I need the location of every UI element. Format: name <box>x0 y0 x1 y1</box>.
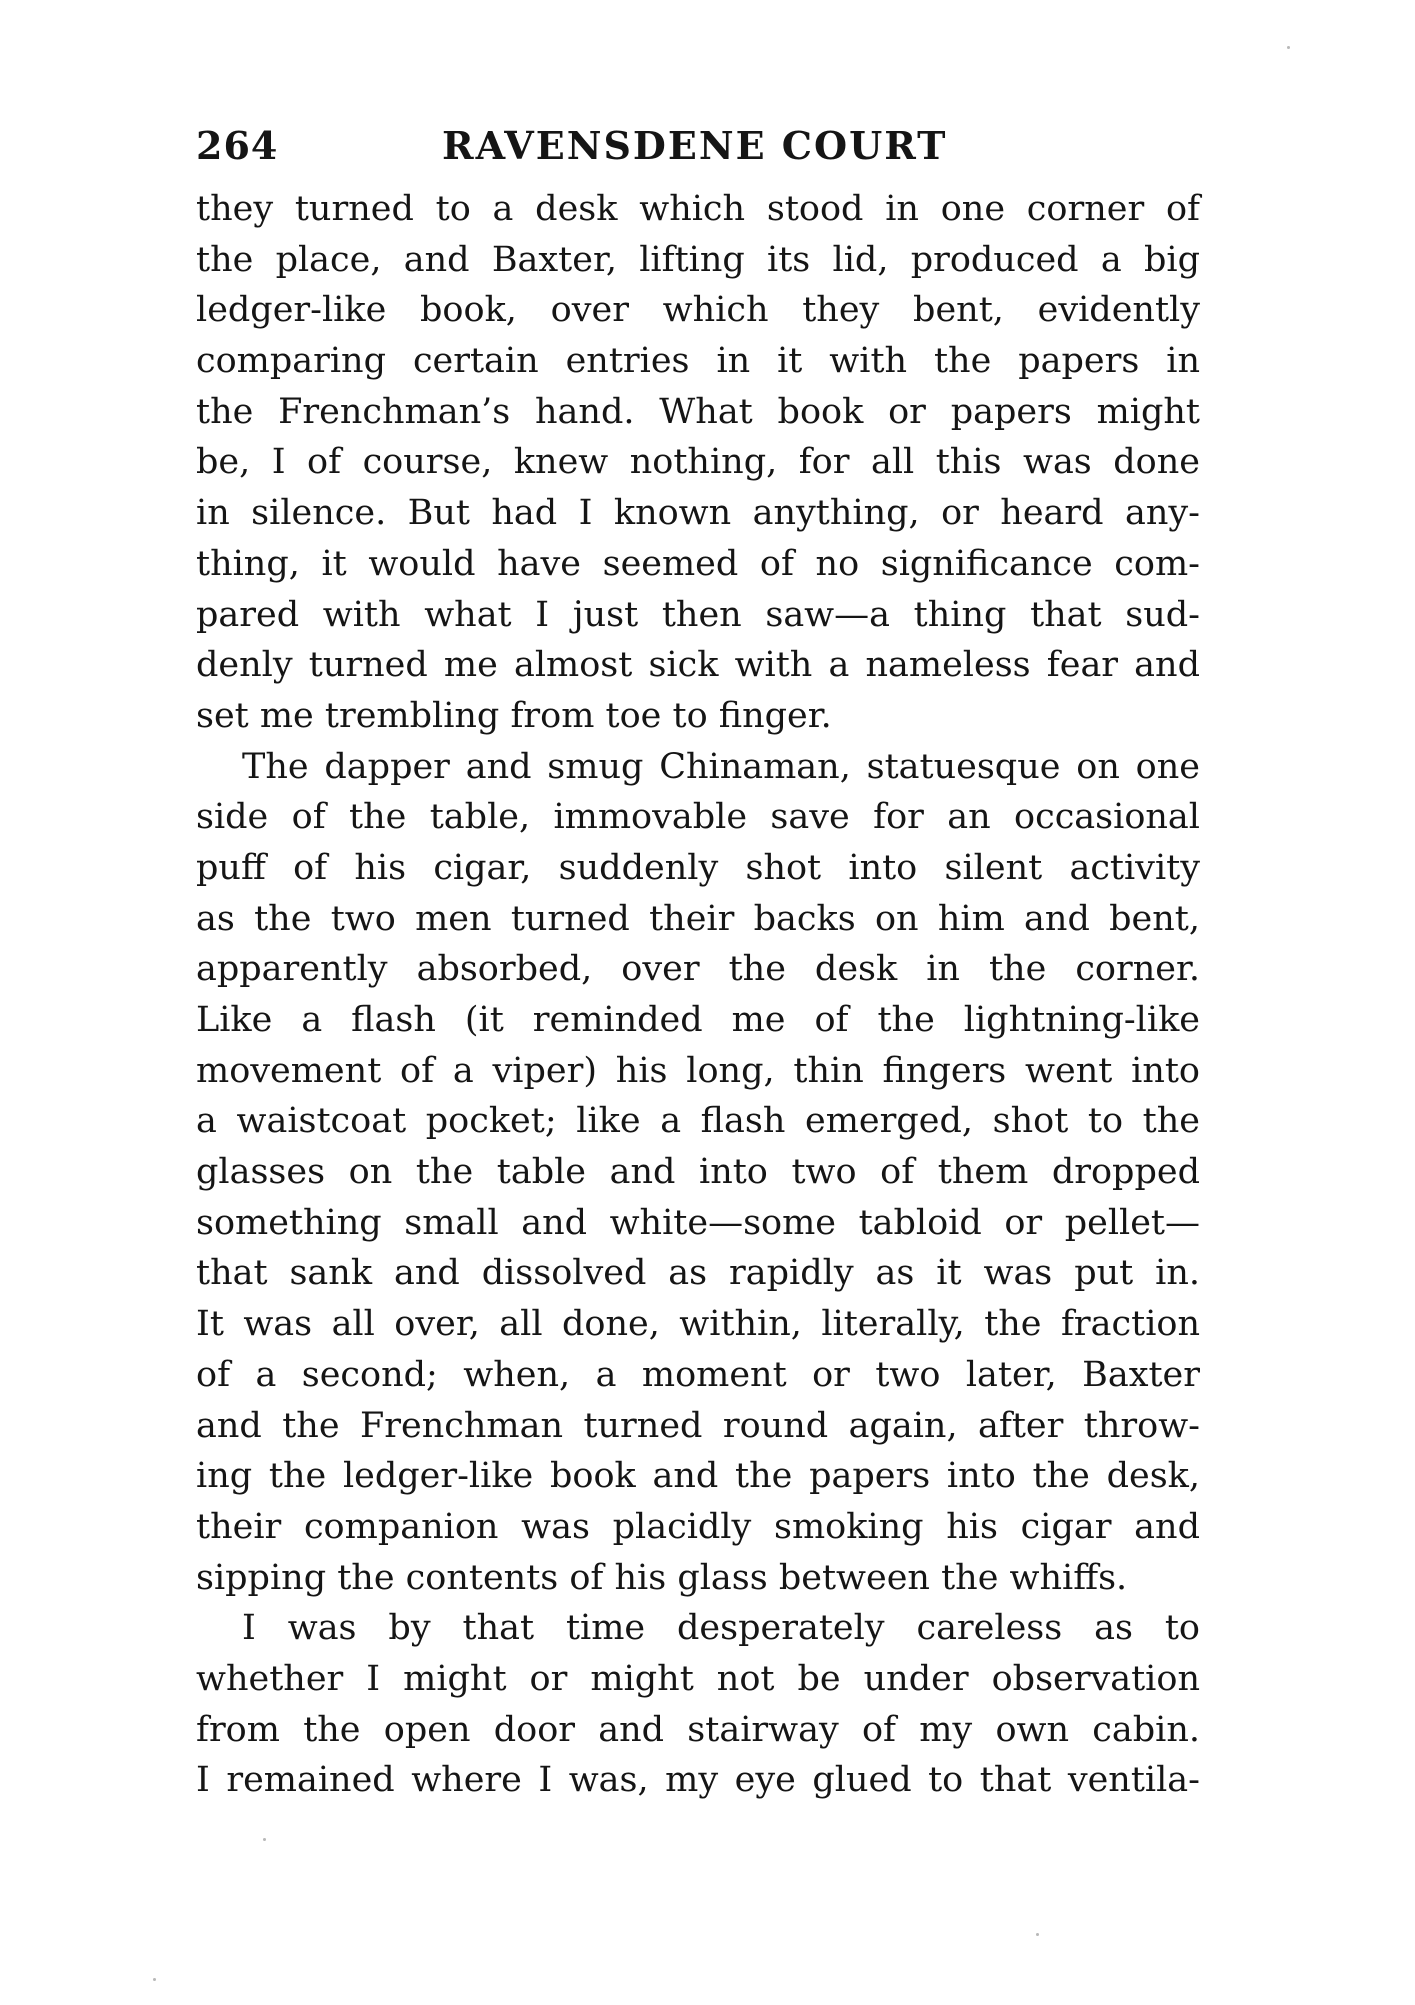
text-line: set me trembling from toe to finger. <box>196 695 832 736</box>
text-line: comparing certain entries in it with the papers in <box>196 341 1200 382</box>
text-line: of a second; when, a moment or two later, Baxter <box>196 1354 1200 1395</box>
text-line: It was all over, all done, within, literally, the fraction <box>196 1304 1200 1345</box>
text-line: their companion was placidly smoking his cigar and <box>196 1506 1200 1547</box>
text-line: whether I might or might not be under observation <box>196 1658 1200 1699</box>
scan-speck <box>153 1978 156 1981</box>
text-line: that sank and dissolved as rapidly as it was put in. <box>196 1253 1200 1294</box>
scan-speck <box>263 1838 266 1841</box>
scan-speck <box>1036 1933 1039 1936</box>
text-line: glasses on the table and into two of them dropped <box>196 1152 1200 1193</box>
text-line: pared with what I just then saw—a thing that sud- <box>196 594 1200 635</box>
text-line: Like a flash (it reminded me of the lightning-like <box>196 1000 1200 1040</box>
running-title: RAVENSDENE COURT <box>442 123 948 168</box>
text-line: the place, and Baxter, lifting its lid, produced a big <box>196 239 1200 280</box>
text-line: ledger-like book, over which they bent, evidently <box>196 290 1200 331</box>
text-line: I was by that time desperately careless as to <box>242 1608 1200 1649</box>
page-header <box>196 118 1200 174</box>
text-line: sipping the contents of his glass between the whiffs. <box>196 1557 1128 1598</box>
text-line: they turned to a desk which stood in one corner of <box>196 189 1200 229</box>
text-line: something small and white—some tabloid or pellet— <box>196 1202 1200 1243</box>
page-number: 264 <box>196 123 279 168</box>
text-line: a waistcoat pocket; like a flash emerged, shot to the <box>196 1101 1200 1142</box>
text-line: in silence. But had I known anything, or heard any- <box>196 493 1200 534</box>
text-line: be, I of course, knew nothing, for all this was done <box>196 442 1200 483</box>
text-line: side of the table, immovable save for an occasional <box>196 797 1200 838</box>
text-line: puff of his cigar, suddenly shot into silent activity <box>196 847 1200 888</box>
text-line: denly turned me almost sick with a nameless fear and <box>196 645 1200 686</box>
text-line: thing, it would have seemed of no significance com- <box>196 543 1200 584</box>
text-line: I remained where I was, my eye glued to that ventila- <box>196 1760 1200 1801</box>
text-line: and the Frenchman turned round again, after throw- <box>196 1405 1200 1446</box>
body-text <box>196 184 1200 1806</box>
scan-speck <box>1287 46 1290 49</box>
text-line: movement of a viper) his long, thin fingers went into <box>196 1050 1200 1091</box>
text-line: The dapper and smug Chinaman, statuesque on one <box>242 746 1200 787</box>
text-line: as the two men turned their backs on him and bent, <box>196 898 1200 939</box>
text-line: from the open door and stairway of my own cabin. <box>196 1709 1200 1750</box>
text-line: ing the ledger-like book and the papers into the desk, <box>196 1456 1200 1497</box>
text-line: the Frenchman’s hand. What book or papers might <box>196 391 1200 432</box>
text-line: apparently absorbed, over the desk in the corner. <box>196 949 1200 990</box>
